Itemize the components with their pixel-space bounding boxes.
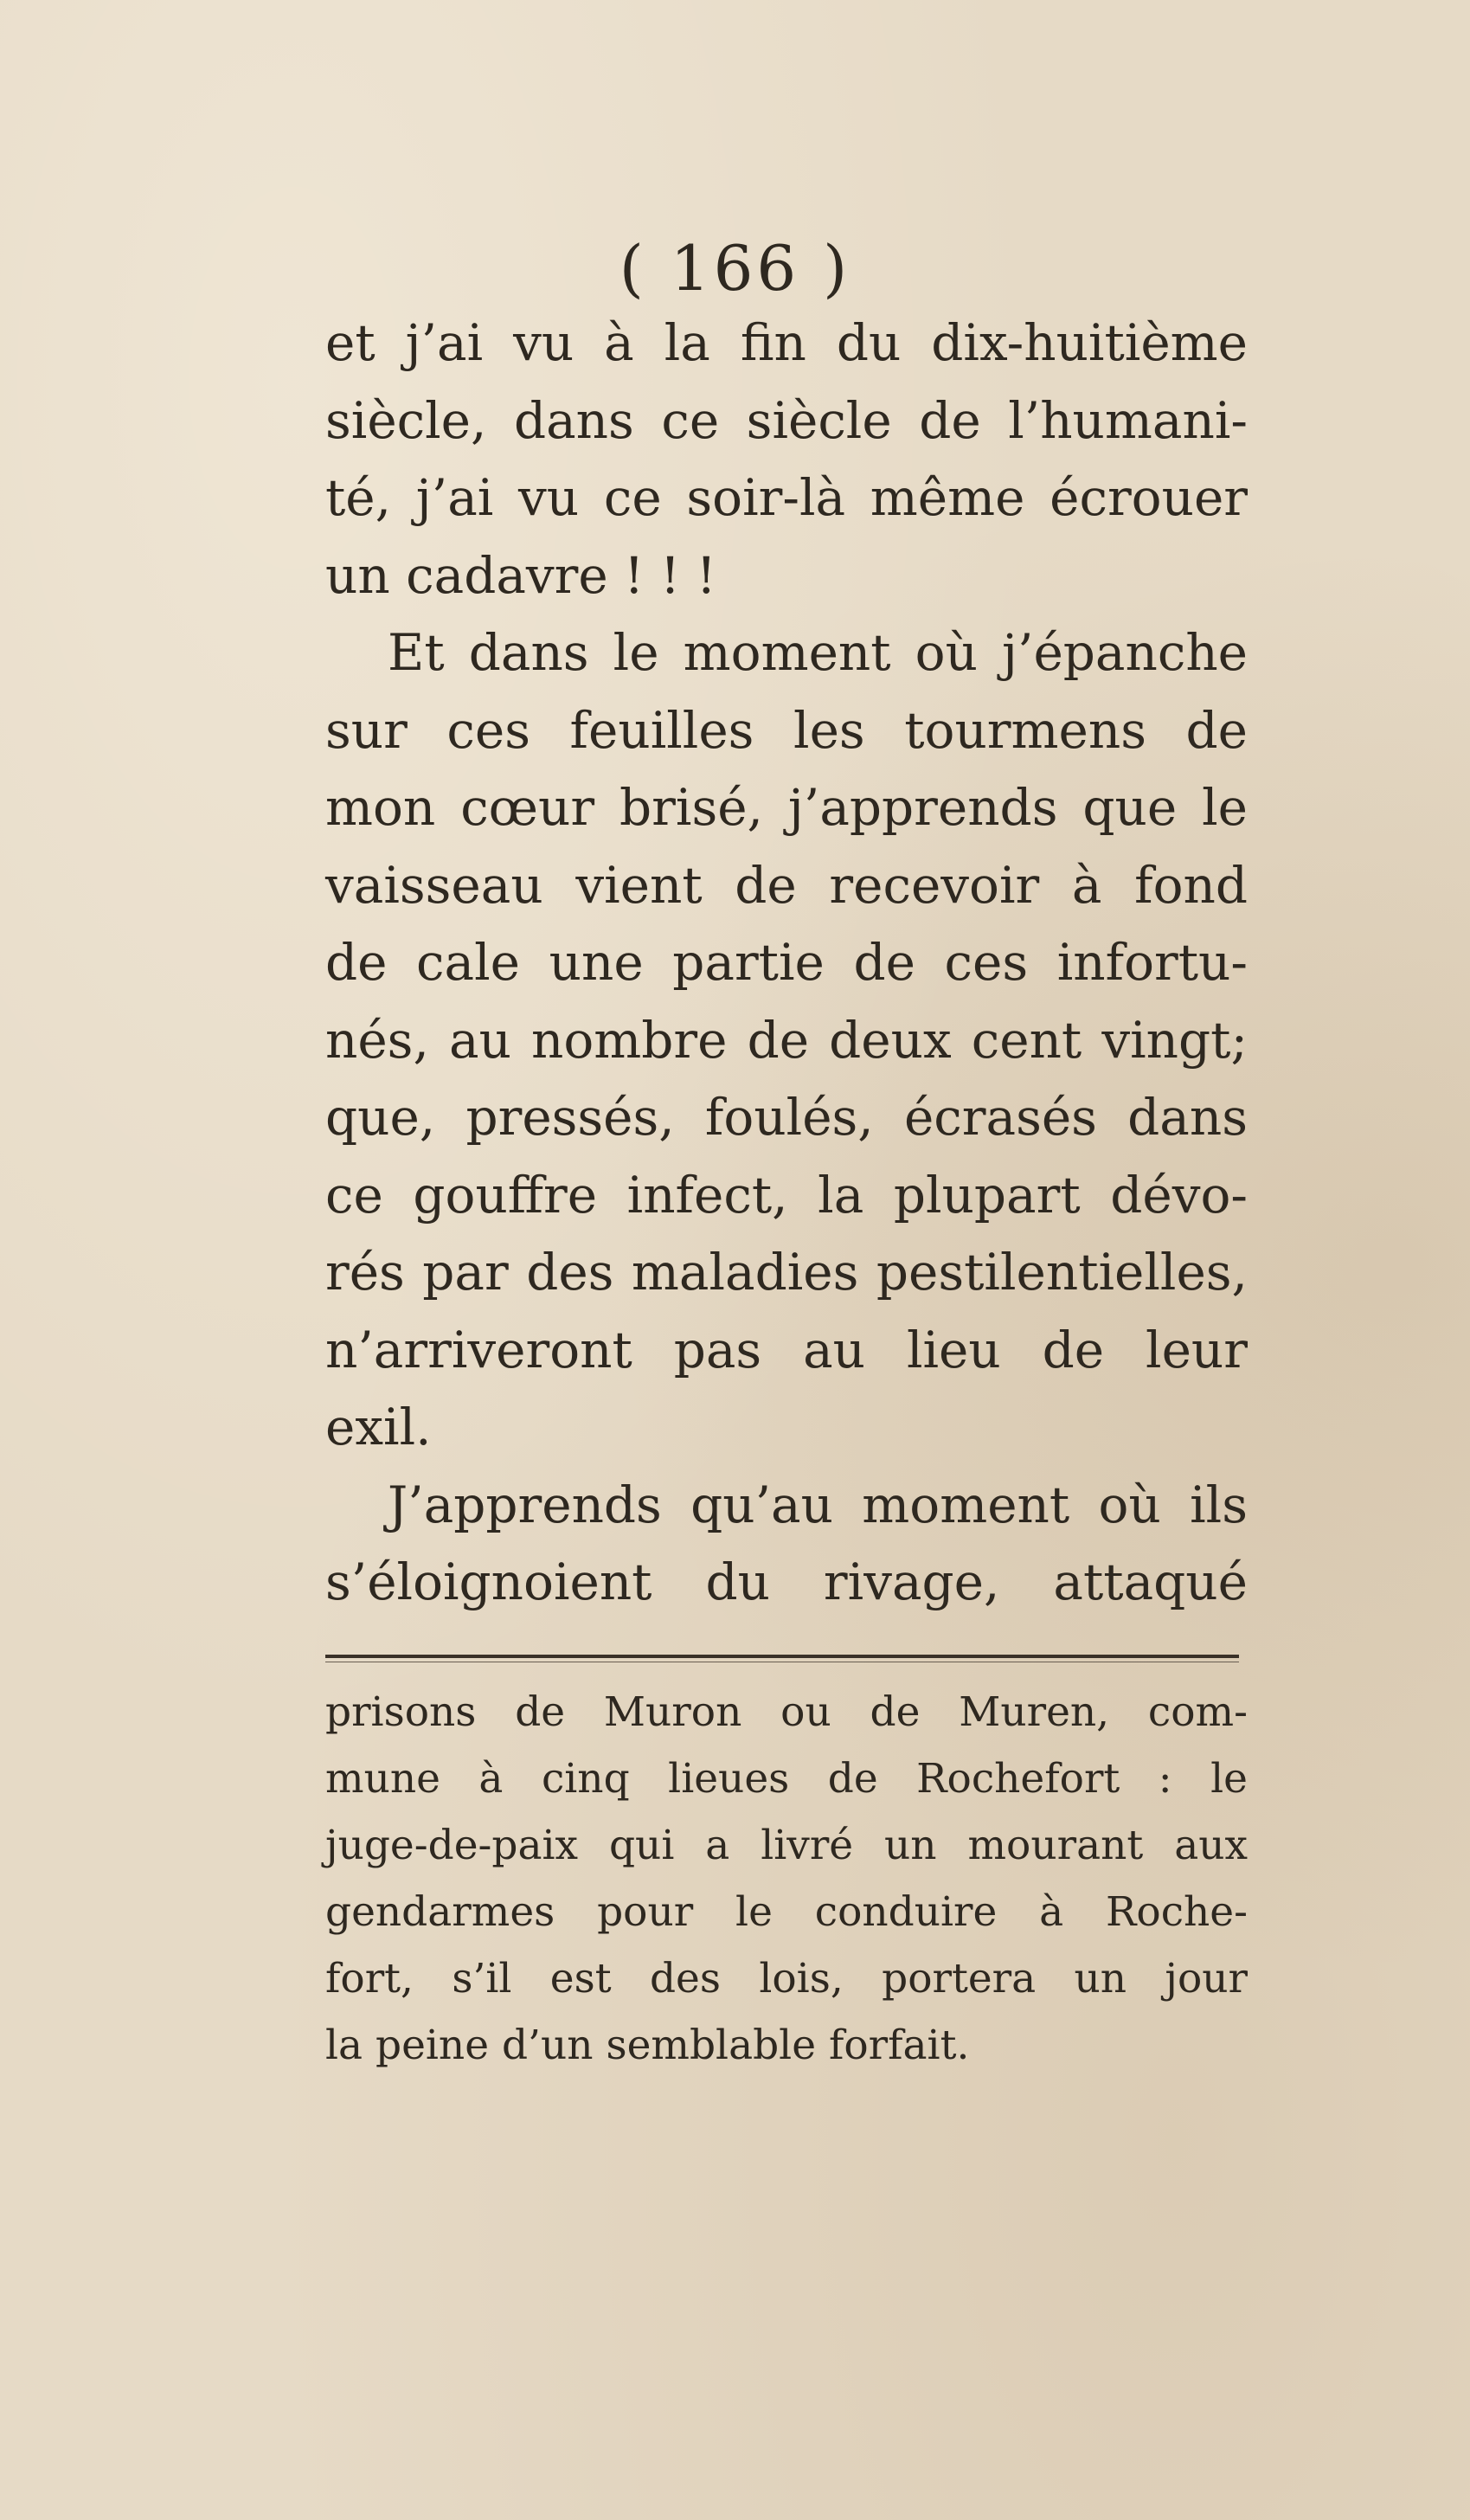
footnote-line: gendarmes pour le conduire à Roche- <box>325 1888 1248 1936</box>
footnote-line: la peine d’un semblable forfait. <box>325 2022 970 2069</box>
body-line: rés par des maladies pestilentielles, <box>325 1243 1248 1302</box>
footnote-line: fort, s’il est des lois, portera un jour <box>325 1955 1248 2002</box>
footnote-line: mune à cinq lieues de Rochefort : le <box>325 1755 1248 1803</box>
body-line: n’arriveront pas au lieu de leur <box>325 1320 1248 1379</box>
body-line: mon cœur brisé, j’apprends que le <box>325 778 1248 837</box>
body-line: té, j’ai vu ce soir-là même écrouer <box>325 468 1248 527</box>
body-line: sur ces feuilles les tourmens de <box>325 700 1248 760</box>
footnote-rule <box>325 1655 1239 1658</box>
footnote-text <box>325 1679 1248 2079</box>
footnote-line: prisons de Muron ou de Muren, com- <box>325 1688 1248 1736</box>
body-text <box>325 305 1248 1622</box>
body-line: un cadavre ! ! ! <box>325 545 716 605</box>
body-line: et j’ai vu à la fin du dix-huitième <box>325 313 1248 372</box>
footnote-line: juge-de-paix qui a livré un mourant aux <box>325 1822 1248 1869</box>
body-line: ce gouffre infect, la plupart dévo- <box>325 1165 1248 1225</box>
body-line: de cale une partie de ces infortu- <box>325 933 1248 992</box>
body-line: siècle, dans ce siècle de l’humani- <box>325 390 1248 450</box>
body-line: que, pressés, foulés, écrasés dans <box>325 1088 1248 1147</box>
body-line: s’éloignoient du rivage, attaqué <box>325 1552 1248 1611</box>
body-line: exil. <box>325 1398 432 1456</box>
body-line: nés, au nombre de deux cent vingt; <box>325 1010 1248 1070</box>
page-number-header: ( 166 ) <box>619 232 851 305</box>
body-line: Et dans le moment où j’épanche <box>388 623 1248 682</box>
body-line: J’apprends qu’au moment où ils <box>388 1475 1248 1534</box>
body-line: vaisseau vient de recevoir à fond <box>325 855 1248 915</box>
